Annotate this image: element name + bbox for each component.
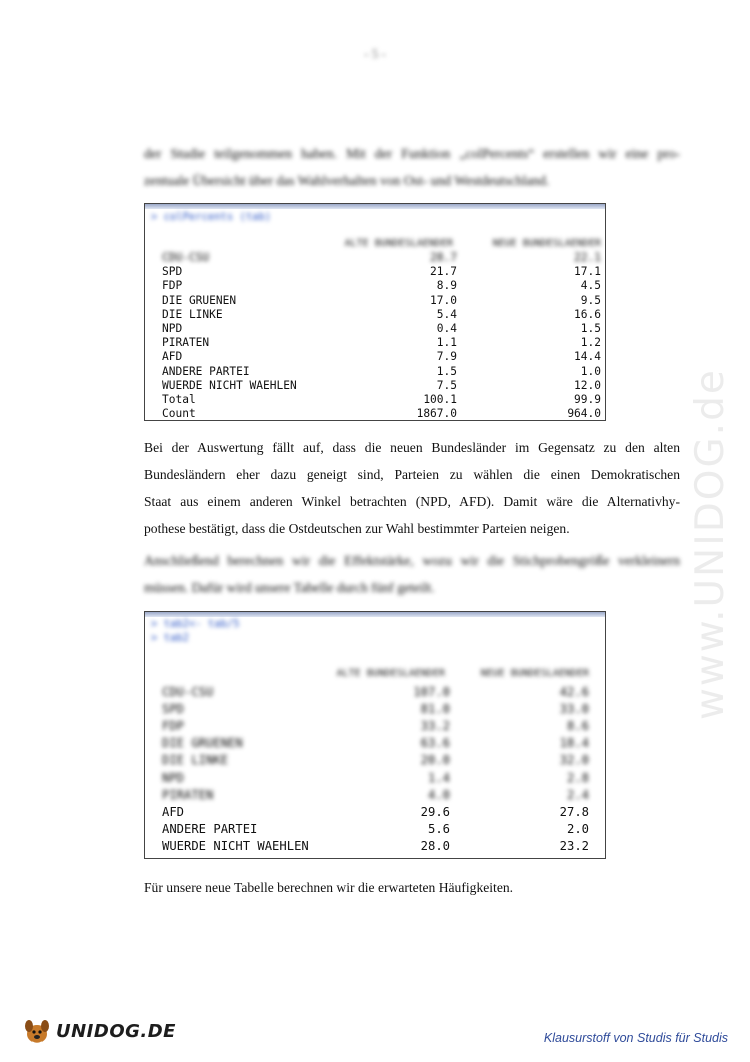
- row-label: DIE LINKE: [162, 307, 223, 321]
- value-alte: 33.2: [420, 719, 450, 734]
- effect-line: Anschließend berechnen wir die Effektstärke, wozu wir die Stichprobengröße verkleinern: [144, 553, 680, 568]
- table-row: [145, 251, 605, 265]
- intro-line: zentuale Übersicht über das Wahlverhalten von Ost- und Westdeutschland.: [144, 173, 550, 188]
- value-neue: 42.6: [559, 685, 589, 699]
- column-header-alte: ALTE BUNDESLAENDER: [344, 238, 453, 249]
- table-row: [145, 771, 605, 788]
- analysis-line: Bei der Auswertung fällt auf, dass die neuen Bundesländer im Gegensatz zu den alten: [144, 440, 680, 455]
- column-header-neue: NEUE BUNDESLAENDER: [480, 668, 589, 679]
- value-alte: 28.7: [430, 251, 457, 264]
- row-label: NPD: [162, 322, 183, 335]
- value-neue: 16.6: [574, 307, 601, 321]
- value-alte: 7.9: [436, 350, 457, 364]
- table-row: [145, 294, 605, 308]
- value-alte: 1867.0: [416, 407, 457, 421]
- table-row: [145, 736, 605, 753]
- table-row: [145, 322, 605, 336]
- value-neue: 964.0: [567, 407, 601, 421]
- value-alte: 1.5: [436, 364, 457, 378]
- value-alte: 1.1: [436, 336, 457, 350]
- effect-paragraph: [144, 547, 680, 601]
- row-label: SPD: [162, 265, 183, 279]
- value-alte: 21.7: [430, 265, 457, 279]
- table-row: [145, 702, 605, 719]
- row-label: WUERDE NICHT WAEHLEN: [162, 378, 297, 392]
- value-alte: 81.0: [420, 702, 450, 717]
- value-neue: 17.1: [574, 265, 601, 279]
- value-alte: 28.0: [420, 838, 450, 853]
- value-alte: 1.4: [427, 770, 450, 785]
- table-row: [145, 685, 605, 702]
- row-label: CDU-CSU: [162, 685, 214, 699]
- value-neue: 32.0: [559, 753, 589, 768]
- row-label: PIRATEN: [162, 336, 210, 350]
- value-neue: 99.9: [574, 393, 601, 406]
- page-number: - 5 -: [364, 46, 386, 61]
- dog-mascot-icon: [22, 1017, 52, 1045]
- console-output-colpercents: [144, 203, 606, 421]
- console-command: > tab2<- tab/5: [151, 618, 240, 630]
- value-alte: 4.0: [427, 787, 450, 802]
- table-row: [145, 788, 605, 805]
- row-label: SPD: [162, 702, 185, 717]
- value-alte: 0.4: [436, 322, 457, 335]
- analysis-line: Bundesländern eher dazu geneigt sind, Parteien zu wählen die einen Demokratischen: [144, 467, 680, 482]
- row-label: CDU-CSU: [162, 251, 210, 264]
- analysis-line: Staat aus einem anderen Winkel betrachten (NPD, AFD). Damit wäre die Alternativhy-: [144, 494, 680, 509]
- value-alte: 107.0: [413, 685, 450, 699]
- value-alte: 17.0: [430, 293, 457, 307]
- logo-text: UNIDOG.DE: [56, 1020, 176, 1042]
- row-label: WUERDE NICHT WAEHLEN: [162, 838, 309, 853]
- value-alte: 5.4: [436, 307, 457, 321]
- row-label: Count: [162, 407, 196, 421]
- row-label: DIE LINKE: [162, 753, 229, 768]
- console-title-bar: [145, 612, 605, 617]
- value-alte: 63.6: [420, 736, 450, 751]
- value-neue: 2.0: [566, 821, 589, 836]
- closing-line: Für unsere neue Tabelle berechnen wir die erwarteten Häufigkeiten.: [144, 880, 514, 895]
- value-alte: 8.9: [436, 279, 457, 293]
- row-label: FDP: [162, 719, 185, 734]
- row-label: DIE GRUENEN: [162, 293, 237, 307]
- table-row: [145, 822, 605, 839]
- column-header-alte: ALTE BUNDESLAENDER: [336, 668, 445, 679]
- value-alte: 29.6: [420, 804, 450, 819]
- table-row: [145, 336, 605, 350]
- table-row: [145, 279, 605, 293]
- console-command: > tab2: [151, 632, 189, 644]
- table-row: [145, 407, 605, 421]
- value-neue: 4.5: [580, 279, 601, 293]
- analysis-line: pothese bestätigt, dass die Ostdeutschen zur Wahl bestimmter Parteien neigen.: [144, 521, 570, 536]
- row-label: AFD: [162, 350, 183, 364]
- table-row: [145, 379, 605, 393]
- value-alte: 100.1: [423, 393, 457, 406]
- intro-line: der Studie teilgenommen haben. Mit der Funktion „colPercents“ erstellen wir eine pro-: [144, 146, 680, 161]
- console-output-tab2: [144, 611, 606, 859]
- table-row: [145, 393, 605, 407]
- table-row: [145, 365, 605, 379]
- watermark-text: www.UNIDOG.de: [688, 368, 733, 720]
- value-alte: 7.5: [436, 378, 457, 392]
- closing-paragraph: [144, 874, 680, 901]
- footer-slogan: Klausurstoff von Studis für Studis: [543, 1031, 728, 1045]
- effect-line: müssen. Dafür wird unsere Tabelle durch fünf geteilt.: [144, 580, 435, 595]
- column-header-neue: NEUE BUNDESLAENDER: [492, 238, 601, 249]
- console-title-bar: [145, 204, 605, 209]
- value-neue: 1.0: [580, 364, 601, 378]
- row-label: AFD: [162, 804, 185, 819]
- value-neue: 9.5: [580, 293, 601, 307]
- table-row: [145, 719, 605, 736]
- table-row: [145, 265, 605, 279]
- footer-logo[interactable]: [22, 1017, 176, 1045]
- value-neue: 18.4: [559, 736, 589, 751]
- table-row: [145, 839, 605, 856]
- row-label: ANDERE PARTEI: [162, 364, 250, 378]
- value-neue: 2.8: [566, 770, 589, 785]
- value-neue: 33.0: [559, 702, 589, 717]
- value-neue: 23.2: [559, 838, 589, 853]
- intro-paragraph: [144, 140, 680, 194]
- console-command: > colPercents (tab): [151, 211, 272, 223]
- analysis-paragraph: [144, 434, 680, 542]
- row-label: FDP: [162, 279, 183, 293]
- row-label: DIE GRUENEN: [162, 736, 243, 751]
- value-neue: 1.5: [580, 322, 601, 335]
- row-label: PIRATEN: [162, 787, 214, 802]
- table-row: [145, 308, 605, 322]
- row-label: NPD: [162, 770, 185, 785]
- value-neue: 27.8: [559, 804, 589, 819]
- table-row: [145, 805, 605, 822]
- value-neue: 14.4: [574, 350, 601, 364]
- row-label: ANDERE PARTEI: [162, 821, 258, 836]
- table-row: [145, 350, 605, 364]
- table-row: [145, 753, 605, 770]
- value-neue: 2.4: [566, 787, 589, 802]
- value-neue: 8.6: [566, 719, 589, 734]
- value-neue: 12.0: [574, 378, 601, 392]
- value-neue: 22.1: [574, 251, 601, 264]
- value-alte: 5.6: [427, 821, 450, 836]
- value-neue: 1.2: [580, 336, 601, 350]
- row-label: Total: [162, 393, 196, 406]
- value-alte: 20.0: [420, 753, 450, 768]
